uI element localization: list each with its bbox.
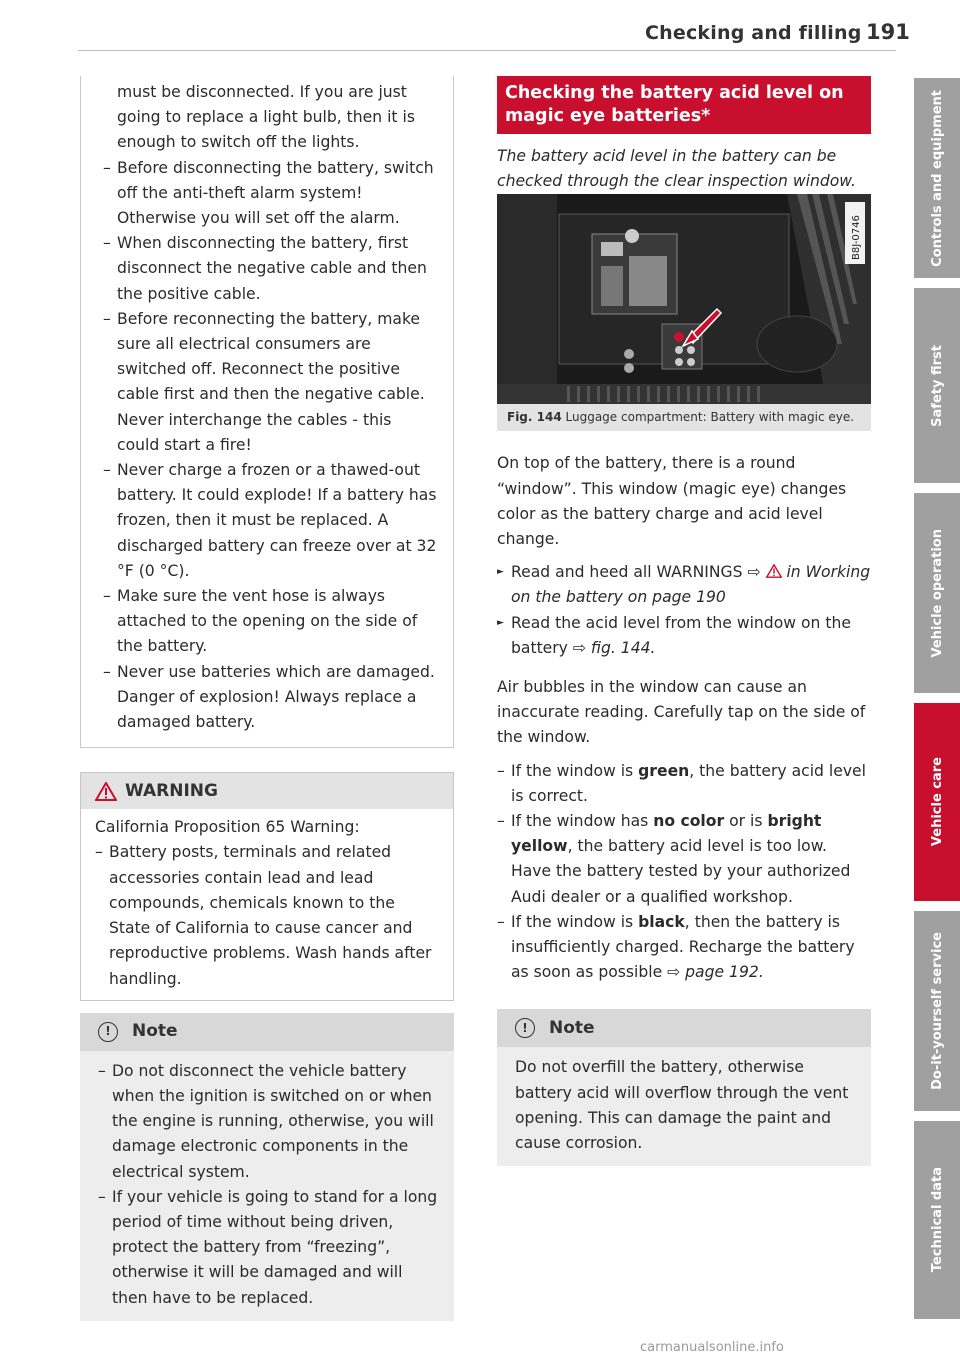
- tab-label: Vehicle operation: [929, 528, 945, 658]
- section-intro: The battery acid level in the battery can be checked through the clear inspection window.: [497, 147, 856, 191]
- note-header: [80, 1013, 454, 1051]
- bold-text: green: [638, 761, 690, 780]
- note-box: [497, 1009, 871, 1166]
- figure-caption-text: Luggage compartment: Battery with magic eye.: [565, 410, 855, 425]
- warning-continuation-box: [80, 76, 454, 748]
- section-title: Checking the battery acid level on magic eye batteries*: [497, 76, 871, 134]
- header-title: Checking and filling: [645, 22, 862, 44]
- tab-label: Controls and equipment: [929, 89, 945, 267]
- right-column: [497, 76, 871, 1166]
- list-item: – Battery posts, terminals and related accessories contain lead and lead compounds, chemicals known to the State of California to cause cancer and reproductive problems. Wash hands after handling.: [95, 840, 437, 991]
- tab-technical-data[interactable]: [914, 1121, 960, 1319]
- figure-code: B8J-0746: [851, 215, 862, 261]
- warning-list: [103, 156, 437, 736]
- bold-text: no color: [653, 812, 725, 831]
- battery-photo: [497, 194, 871, 404]
- note-body: [497, 1047, 871, 1166]
- text: , the battery acid level is too low. Have the battery tested by your authorized Audi dealer or a qualified workshop.: [511, 837, 851, 906]
- cross-reference-link[interactable]: ⇨ fig. 144.: [572, 638, 656, 657]
- step-item: [497, 611, 871, 661]
- watermark: carmanualsonline.info: [640, 1340, 784, 1355]
- note-label: Note: [132, 1021, 178, 1042]
- note-info-icon: !: [98, 1022, 118, 1042]
- warning-body: [81, 809, 453, 999]
- tab-safety-first[interactable]: [914, 288, 960, 483]
- paragraph: On top of the battery, there is a round “window”. This window (magic eye) changes color as the battery charge and acid level change.: [497, 454, 847, 549]
- note-box: [80, 1013, 454, 1321]
- note-header: [497, 1009, 871, 1047]
- cross-reference-link[interactable]: in Working on the battery on page 190: [511, 563, 871, 607]
- header-rule: [78, 50, 896, 51]
- list-item: – Before reconnecting the battery, make sure all electrical consumers are switched off. Reconnect the positive cable first and then the negative cable. Never interchange the cables - this could start a fire!: [103, 307, 437, 458]
- warning-triangle-icon: [766, 564, 782, 578]
- step-list: [497, 560, 871, 661]
- bold-text: black: [638, 912, 685, 931]
- page-number: 191: [866, 20, 910, 44]
- text: , the battery acid level is correct.: [511, 761, 866, 805]
- list-item: [497, 910, 871, 986]
- note-label: Note: [549, 1017, 595, 1038]
- tab-label: Do-it-yourself service: [929, 932, 945, 1090]
- list-item: – Make sure the vent hose is always attached to the opening on the side of the battery.: [103, 584, 437, 660]
- tab-controls-and-equipment[interactable]: [914, 78, 960, 278]
- text: If the window has: [511, 812, 654, 831]
- list-item: – Do not disconnect the vehicle battery when the ignition is switched on or when the engine is running, otherwise, you will damage electronic components in the electrical system.: [98, 1059, 440, 1185]
- list-item: – When disconnecting the battery, first disconnect the negative cable and then the positive cable.: [103, 231, 437, 307]
- list-item: – Never charge a frozen or a thawed-out battery. It could explode! If a battery has frozen, then it must be replaced. A discharged battery can freeze over at 32 °F (0 °C).: [103, 458, 437, 584]
- note-info-icon: !: [515, 1018, 535, 1038]
- warning-intro: California Proposition 65 Warning:: [95, 818, 360, 837]
- warning-header: [81, 773, 453, 809]
- step-text: Read and heed all WARNINGS ⇨: [511, 563, 766, 582]
- step-item: [497, 560, 871, 610]
- left-column: [80, 76, 454, 1321]
- text: If the window is: [511, 912, 639, 931]
- paragraph: Air bubbles in the window can cause an inaccurate reading. Carefully tap on the side of the window.: [497, 678, 866, 747]
- continued-text: must be disconnected. If you are just going to replace a light bulb, then it is enough to switch off the lights.: [117, 83, 415, 152]
- tab-label: Technical data: [929, 1167, 945, 1273]
- figure-caption: [497, 404, 871, 431]
- step-text: Read the acid level from the window on the battery: [511, 613, 851, 657]
- list-item: – Before disconnecting the battery, switch off the anti-theft alarm system! Otherwise you will set off the alarm.: [103, 156, 437, 232]
- warning-box: [80, 772, 454, 1000]
- note-text: Do not overfill the battery, otherwise battery acid will overflow through the vent opening. This can damage the paint and cause corrosion.: [515, 1058, 849, 1153]
- note-body: [80, 1051, 454, 1321]
- text: , then the battery is insufficiently charged. Recharge the battery as soon as possible: [511, 912, 855, 982]
- warning-label: WARNING: [125, 780, 218, 801]
- note-list: [98, 1059, 440, 1311]
- tab-vehicle-operation[interactable]: [914, 493, 960, 693]
- bold-text: bright yellow: [511, 812, 822, 856]
- list-item: [497, 809, 871, 910]
- tab-vehicle-care[interactable]: [914, 703, 960, 901]
- text: or is: [724, 812, 768, 831]
- color-list: [497, 759, 871, 986]
- text: If the window is: [511, 761, 639, 780]
- warning-triangle-icon: [95, 782, 117, 801]
- warning-body-list: [95, 840, 437, 991]
- list-item: – Never use batteries which are damaged. Danger of explosion! Always replace a damaged battery.: [103, 660, 437, 736]
- cross-reference-link[interactable]: ⇨ page 192.: [667, 963, 764, 982]
- list-item: [497, 759, 871, 809]
- figure-144: [497, 194, 871, 431]
- tab-do-it-yourself-service[interactable]: [914, 911, 960, 1111]
- tab-label: Vehicle care: [929, 757, 945, 847]
- figure-label: Fig. 144: [507, 410, 562, 425]
- tab-label: Safety first: [929, 344, 945, 427]
- list-item: – If your vehicle is going to stand for a long period of time without being driven, protect the battery from “freezing”, otherwise it will be damaged and will then have to be replaced.: [98, 1185, 440, 1311]
